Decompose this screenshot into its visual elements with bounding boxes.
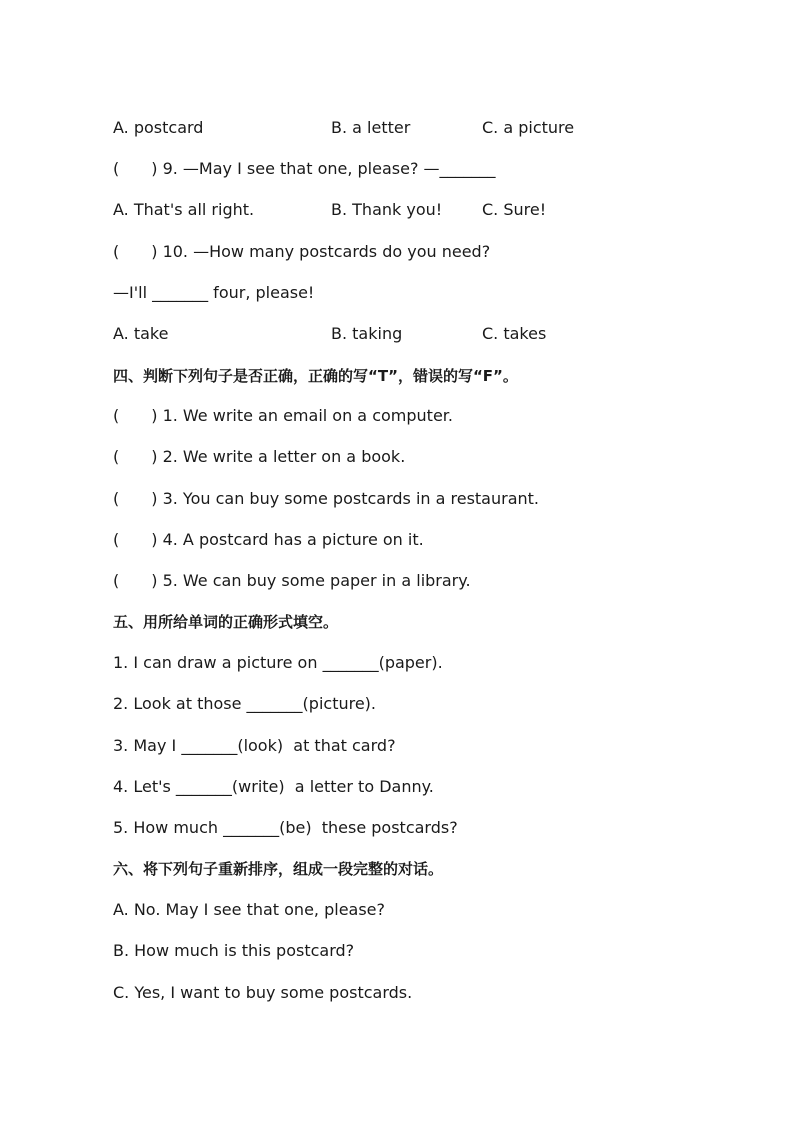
q9-option-b: B. Thank you! <box>331 200 443 219</box>
section4-item-5: ( ) 5. We can buy some paper in a library. <box>113 571 471 590</box>
section6-item-c: C. Yes, I want to buy some postcards. <box>113 983 413 1002</box>
section5-heading: 五、用所给单词的正确形式填空。 <box>113 613 339 631</box>
section6-heading: 六、将下列句子重新排序，组成一段完整的对话。 <box>113 860 444 878</box>
section5-item-3: 3. May I _______(look) at that card? <box>113 736 396 755</box>
q10-stem: ( ) 10. —How many postcards do you need? <box>113 242 491 261</box>
q9-stem: ( ) 9. —May I see that one, please? —_______ <box>113 159 496 178</box>
q8-option-b: B. a letter <box>331 118 411 137</box>
section6-item-b: B. How much is this postcard? <box>113 941 355 960</box>
section4-item-4: ( ) 4. A postcard has a picture on it. <box>113 530 424 549</box>
section6-item-a: A. No. May I see that one, please? <box>113 900 386 919</box>
q10-option-a: A. take <box>113 324 169 343</box>
section5-item-1: 1. I can draw a picture on _______(paper). <box>113 653 443 672</box>
q10-reply: —I'll _______ four, please! <box>113 283 315 302</box>
section5-item-5: 5. How much _______(be) these postcards? <box>113 818 458 837</box>
q8-option-c: C. a picture <box>482 118 575 137</box>
q9-option-a: A. That's all right. <box>113 200 255 219</box>
section4-heading: 四、判断下列句子是否正确，正确的写“T”，错误的写“F”。 <box>113 367 518 385</box>
section4-item-2: ( ) 2. We write a letter on a book. <box>113 447 406 466</box>
section5-item-4: 4. Let's _______(write) a letter to Danny. <box>113 777 434 796</box>
q8-option-a: A. postcard <box>113 118 204 137</box>
section4-item-1: ( ) 1. We write an email on a computer. <box>113 406 453 425</box>
q9-option-c: C. Sure! <box>482 200 547 219</box>
q10-option-b: B. taking <box>331 324 403 343</box>
section5-item-2: 2. Look at those _______(picture). <box>113 694 376 713</box>
section4-item-3: ( ) 3. You can buy some postcards in a restaurant. <box>113 489 540 508</box>
q10-option-c: C. takes <box>482 324 547 343</box>
